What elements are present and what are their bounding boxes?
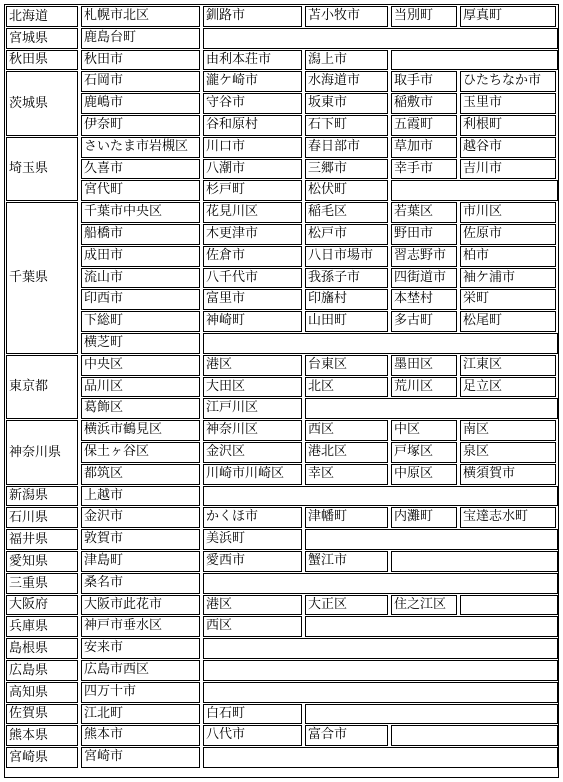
municipality-cell: 上越市 (81, 486, 200, 507)
municipality-cell: 八日市場市 (305, 246, 388, 267)
municipality-cell: 当別町 (391, 6, 457, 27)
municipality-cell: 富里市 (203, 289, 302, 310)
municipality-cell: 札幌市北区 (81, 6, 200, 27)
municipality-cell: 八潮市 (203, 159, 302, 180)
municipality-cell: 中区 (391, 420, 457, 441)
municipality-cell: 大田区 (203, 377, 302, 398)
municipality-cell: 愛西市 (203, 551, 302, 572)
municipality-cell: 釧路市 (203, 6, 302, 27)
municipality-cell: 宮崎市 (81, 747, 200, 768)
prefecture-cell: 神奈川県 (6, 420, 78, 484)
municipality-cell: 守谷市 (203, 93, 302, 114)
municipality-cell: 内灘町 (391, 507, 457, 528)
municipality-cell: 神崎町 (203, 311, 302, 332)
empty-cell (305, 704, 558, 725)
municipality-cell: 津幡町 (305, 507, 388, 528)
municipality-cell: 敦賀市 (81, 529, 200, 550)
municipality-cell: 鹿嶋市 (81, 93, 200, 114)
municipality-cell: 幸手市 (391, 159, 457, 180)
municipality-cell: 港北区 (305, 442, 388, 463)
municipality-cell: ひたちなか市 (460, 71, 556, 92)
municipality-cell: 木更津市 (203, 224, 302, 245)
prefecture-cell: 新潟県 (6, 486, 78, 507)
prefecture-cell: 三重県 (6, 573, 78, 594)
prefecture-cell: 佐賀県 (6, 704, 78, 725)
municipality-cell: 吉川市 (460, 159, 556, 180)
prefecture-cell: 熊本県 (6, 725, 78, 746)
municipality-cell: 神奈川区 (203, 420, 302, 441)
prefecture-cell: 石川県 (6, 507, 78, 528)
municipality-cell: 保土ヶ谷区 (81, 442, 200, 463)
empty-cell (391, 725, 558, 746)
municipality-cell: 泉区 (460, 442, 556, 463)
municipality-cell: 多古町 (391, 311, 457, 332)
municipality-cell: 若葉区 (391, 202, 457, 223)
municipality-cell: 千葉市中央区 (81, 202, 200, 223)
empty-cell (203, 573, 558, 594)
prefecture-cell: 大阪府 (6, 595, 78, 616)
municipality-cell: 四街道市 (391, 268, 457, 289)
municipality-cell: 蟹江市 (305, 551, 388, 572)
municipality-cell: 佐倉市 (203, 246, 302, 267)
municipality-cell: 我孫子市 (305, 268, 388, 289)
municipality-cell: 石下町 (305, 115, 388, 136)
empty-cell (305, 529, 558, 550)
empty-cell (391, 50, 558, 71)
empty-cell (391, 551, 558, 572)
prefecture-cell: 島根県 (6, 638, 78, 659)
municipality-cell: 柏市 (460, 246, 556, 267)
prefecture-cell: 宮城県 (6, 28, 78, 49)
municipality-cell: 港区 (203, 355, 302, 376)
municipality-cell: 安来市 (81, 638, 200, 659)
municipality-cell: 戸塚区 (391, 442, 457, 463)
municipality-cell: 江東区 (460, 355, 556, 376)
municipality-cell: かくほ市 (203, 507, 302, 528)
prefecture-cell: 千葉県 (6, 202, 78, 354)
empty-cell (203, 28, 558, 49)
municipality-cell: 由利本荘市 (203, 50, 302, 71)
empty-cell (203, 333, 558, 354)
empty-cell (203, 486, 558, 507)
municipality-cell: 杉戸町 (203, 180, 302, 201)
municipality-cell: 取手市 (391, 71, 457, 92)
empty-cell (305, 616, 558, 637)
municipality-cell: 横浜市鶴見区 (81, 420, 200, 441)
municipality-cell: 谷和原村 (203, 115, 302, 136)
empty-cell (203, 682, 558, 703)
municipality-cell: 金沢市 (81, 507, 200, 528)
municipality-cell: 瀧ケ崎市 (203, 71, 302, 92)
municipality-cell: 苫小牧市 (305, 6, 388, 27)
municipality-cell: 秋田市 (81, 50, 200, 71)
prefecture-cell: 秋田県 (6, 50, 78, 71)
prefecture-cell: 福井県 (6, 529, 78, 550)
municipality-cell: 熊本市 (81, 725, 200, 746)
municipality-cell: 荒川区 (391, 377, 457, 398)
municipality-cell: 伊奈町 (81, 115, 200, 136)
municipality-cell: 三郷市 (305, 159, 388, 180)
empty-cell (391, 180, 558, 201)
municipality-cell: 八代市 (203, 725, 302, 746)
municipality-cell: 潟上市 (305, 50, 388, 71)
municipality-cell: 坂東市 (305, 93, 388, 114)
municipality-cell: 葛飾区 (81, 398, 200, 419)
empty-cell (203, 747, 558, 768)
municipality-cell: 本埜村 (391, 289, 457, 310)
municipality-cell: 稲敷市 (391, 93, 457, 114)
municipality-table (4, 4, 559, 778)
municipality-cell: 印旛村 (305, 289, 388, 310)
municipality-cell: 墨田区 (391, 355, 457, 376)
municipality-cell: 袖ケ浦市 (460, 268, 556, 289)
municipality-cell: 松伏町 (305, 180, 388, 201)
municipality-cell: 港区 (203, 595, 302, 616)
municipality-cell: 神戸市垂水区 (81, 616, 200, 637)
municipality-cell: 横須賀市 (460, 464, 556, 485)
municipality-cell: 広島市西区 (81, 660, 200, 681)
municipality-cell: 幸区 (305, 464, 388, 485)
empty-cell (460, 595, 558, 616)
municipality-cell: 鹿島台町 (81, 28, 200, 49)
municipality-cell: 台東区 (305, 355, 388, 376)
municipality-cell: 玉里市 (460, 93, 556, 114)
municipality-cell: 美浜町 (203, 529, 302, 550)
municipality-cell: 久喜市 (81, 159, 200, 180)
municipality-cell: 稲毛区 (305, 202, 388, 223)
empty-cell (203, 660, 558, 681)
municipality-cell: 横芝町 (81, 333, 200, 354)
municipality-cell: 南区 (460, 420, 556, 441)
municipality-cell: 船橋市 (81, 224, 200, 245)
municipality-cell: 八千代市 (203, 268, 302, 289)
municipality-cell: 江戸川区 (203, 398, 302, 419)
municipality-cell: 江北町 (81, 704, 200, 725)
municipality-cell: 習志野市 (391, 246, 457, 267)
municipality-cell: 越谷市 (460, 137, 556, 158)
municipality-cell: 草加市 (391, 137, 457, 158)
municipality-cell: 西区 (305, 420, 388, 441)
municipality-cell: 野田市 (391, 224, 457, 245)
prefecture-cell: 茨城県 (6, 71, 78, 135)
municipality-cell: 住之江区 (391, 595, 457, 616)
municipality-cell: 印西市 (81, 289, 200, 310)
empty-cell (203, 638, 558, 659)
municipality-cell: 川崎市川崎区 (203, 464, 302, 485)
municipality-cell: 市川区 (460, 202, 556, 223)
municipality-cell: 佐原市 (460, 224, 556, 245)
municipality-cell: 松戸市 (305, 224, 388, 245)
prefecture-cell: 高知県 (6, 682, 78, 703)
municipality-cell: 津島町 (81, 551, 200, 572)
municipality-cell: 中原区 (391, 464, 457, 485)
municipality-cell: 山田町 (305, 311, 388, 332)
prefecture-cell: 愛知県 (6, 551, 78, 572)
prefecture-cell: 広島県 (6, 660, 78, 681)
municipality-cell: 金沢区 (203, 442, 302, 463)
prefecture-cell: 東京都 (6, 355, 78, 419)
municipality-cell: 水海道市 (305, 71, 388, 92)
municipality-cell: 品川区 (81, 377, 200, 398)
municipality-cell: 下総町 (81, 311, 200, 332)
municipality-cell: 流山市 (81, 268, 200, 289)
municipality-cell: 白石町 (203, 704, 302, 725)
municipality-cell: 石岡市 (81, 71, 200, 92)
municipality-cell: 富合市 (305, 725, 388, 746)
municipality-cell: 成田市 (81, 246, 200, 267)
municipality-cell: 春日部市 (305, 137, 388, 158)
municipality-cell: 川口市 (203, 137, 302, 158)
prefecture-cell: 宮崎県 (6, 747, 78, 768)
prefecture-cell: 北海道 (6, 6, 78, 27)
municipality-cell: 宝達志水町 (460, 507, 556, 528)
municipality-cell: さいたま市岩槻区 (81, 137, 200, 158)
municipality-cell: 利根町 (460, 115, 556, 136)
municipality-cell: 四万十市 (81, 682, 200, 703)
prefecture-cell: 埼玉県 (6, 137, 78, 201)
municipality-cell: 栄町 (460, 289, 556, 310)
municipality-cell: 西区 (203, 616, 302, 637)
municipality-cell: 松尾町 (460, 311, 556, 332)
municipality-cell: 桑名市 (81, 573, 200, 594)
municipality-cell: 大正区 (305, 595, 388, 616)
prefecture-cell: 兵庫県 (6, 616, 78, 637)
municipality-cell: 北区 (305, 377, 388, 398)
municipality-cell: 都筑区 (81, 464, 200, 485)
empty-cell (305, 398, 558, 419)
municipality-cell: 宮代町 (81, 180, 200, 201)
municipality-cell: 五霞町 (391, 115, 457, 136)
municipality-cell: 足立区 (460, 377, 556, 398)
municipality-cell: 厚真町 (460, 6, 556, 27)
municipality-cell: 中央区 (81, 355, 200, 376)
municipality-cell: 大阪市此花市 (81, 595, 200, 616)
municipality-cell: 花見川区 (203, 202, 302, 223)
